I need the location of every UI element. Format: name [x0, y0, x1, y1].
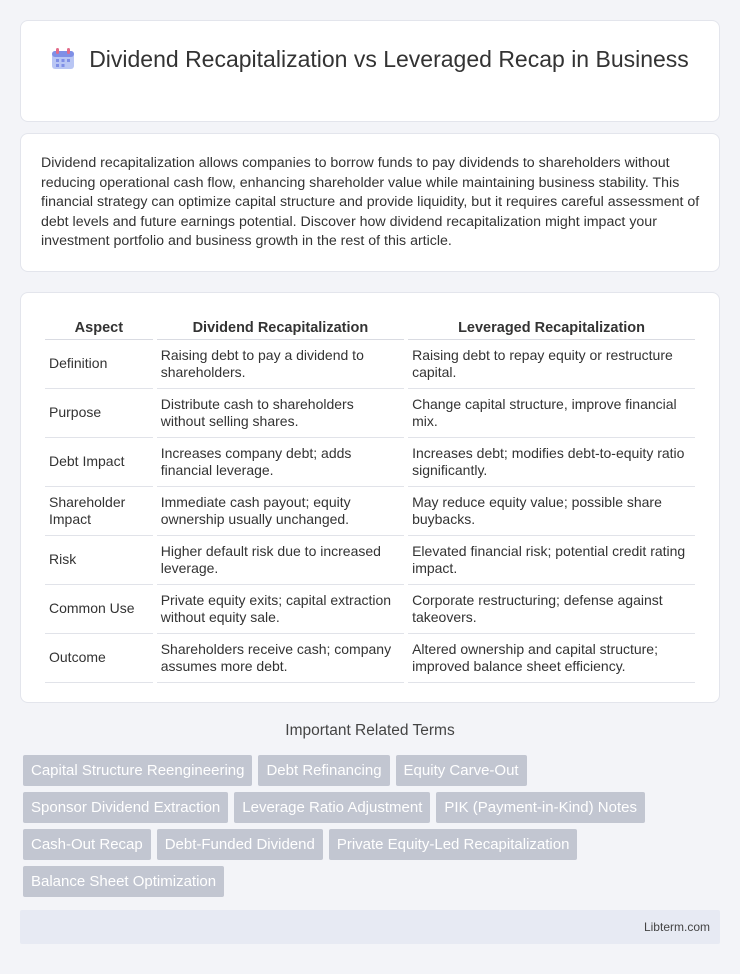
tag-row	[23, 829, 713, 860]
comparison-table	[41, 311, 699, 683]
leveraged-cell: May reduce equity value; possible share buybacks.	[408, 487, 695, 536]
aspect-cell: Purpose	[45, 389, 153, 438]
leveraged-cell: Raising debt to repay equity or restructure capital.	[408, 340, 695, 389]
aspect-cell: Common Use	[45, 585, 153, 634]
tag-row	[23, 755, 713, 786]
related-terms-heading: Important Related Terms	[285, 722, 455, 739]
calendar-icon	[51, 48, 75, 70]
leveraged-cell: Increases debt; modifies debt-to-equity ratio significantly.	[408, 438, 695, 487]
table-row	[45, 340, 695, 389]
related-term-tag[interactable]: Debt-Funded Dividend	[157, 829, 323, 860]
footer-bar	[20, 910, 720, 944]
related-term-tag[interactable]: Private Equity-Led Recapitalization	[329, 829, 578, 860]
header-dividend-recap: Dividend Recapitalization	[157, 311, 404, 340]
dividend-cell: Raising debt to pay a dividend to shareholders.	[157, 340, 404, 389]
dividend-cell: Distribute cash to shareholders without selling shares.	[157, 389, 404, 438]
aspect-cell: Risk	[45, 536, 153, 585]
related-term-tag[interactable]: PIK (Payment-in-Kind) Notes	[436, 792, 645, 823]
page-title-wrap	[21, 45, 719, 74]
tag-row	[23, 866, 713, 897]
related-term-tag[interactable]: Equity Carve-Out	[396, 755, 527, 786]
leveraged-cell: Corporate restructuring; defense against takeovers.	[408, 585, 695, 634]
title-card	[20, 20, 720, 122]
intro-card	[20, 133, 720, 272]
aspect-cell: Definition	[45, 340, 153, 389]
dividend-cell: Immediate cash payout; equity ownership usually unchanged.	[157, 487, 404, 536]
table-row	[45, 487, 695, 536]
comparison-card	[20, 292, 720, 703]
related-term-tag[interactable]: Sponsor Dividend Extraction	[23, 792, 228, 823]
table-row	[45, 536, 695, 585]
leveraged-cell: Altered ownership and capital structure; improved balance sheet efficiency.	[408, 634, 695, 683]
related-term-tag[interactable]: Debt Refinancing	[258, 755, 389, 786]
leveraged-cell: Change capital structure, improve financial mix.	[408, 389, 695, 438]
table-row	[45, 585, 695, 634]
table-row	[45, 438, 695, 487]
header-leveraged-recap: Leveraged Recapitalization	[408, 311, 695, 340]
aspect-cell: Debt Impact	[45, 438, 153, 487]
header-aspect: Aspect	[45, 311, 153, 340]
footer-brand-link[interactable]: Libterm.com	[643, 920, 710, 934]
intro-paragraph: Dividend recapitalization allows companies to borrow funds to pay dividends to shareholders without reducing operational cash flow, enhancing shareholder value while maintaining business stability. This financial strategy can optimize capital structure and provide liquidity, but it requires careful assessment of debt levels and future earnings potential. Discover how dividend recapitalization might impact your investment portfolio and business growth in the rest of this article.	[41, 155, 700, 250]
table-row	[45, 634, 695, 683]
dividend-cell: Private equity exits; capital extraction without equity sale.	[157, 585, 404, 634]
dividend-cell: Shareholders receive cash; company assumes more debt.	[157, 634, 404, 683]
page-title: Dividend Recapitalization vs Leveraged Recap in Business	[89, 46, 689, 72]
dividend-cell: Higher default risk due to increased leverage.	[157, 536, 404, 585]
related-term-tag[interactable]: Balance Sheet Optimization	[23, 866, 224, 897]
aspect-cell: Outcome	[45, 634, 153, 683]
tag-row	[23, 792, 713, 823]
related-term-tag[interactable]: Capital Structure Reengineering	[23, 755, 252, 786]
dividend-cell: Increases company debt; adds financial leverage.	[157, 438, 404, 487]
leveraged-cell: Elevated financial risk; potential credit rating impact.	[408, 536, 695, 585]
related-term-tag[interactable]: Cash-Out Recap	[23, 829, 151, 860]
table-header-row	[45, 311, 695, 340]
related-term-tag[interactable]: Leverage Ratio Adjustment	[234, 792, 430, 823]
table-row	[45, 389, 695, 438]
related-terms-list	[23, 755, 713, 903]
aspect-cell: Shareholder Impact	[45, 487, 153, 536]
